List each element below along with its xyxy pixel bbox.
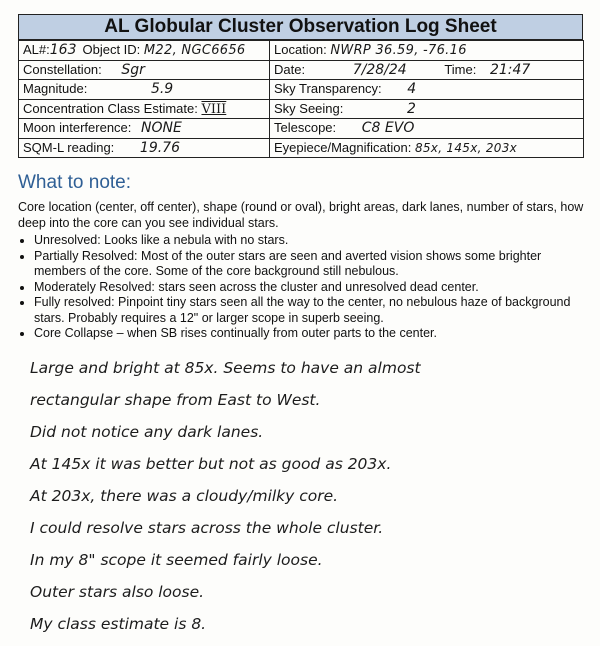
location-cell — [270, 41, 584, 61]
list-item: • Fully resolved: Pinpoint tiny stars seen all the way to the center, no nebulous haze of background stars. Probably requires a 12" or larger scope in superb seeing. — [34, 295, 588, 326]
moon-cell — [19, 119, 270, 139]
note-line: Outer stars also loose. — [30, 583, 205, 601]
location-label: Location: — [274, 42, 327, 58]
date-label: Date: — [274, 61, 306, 77]
eyepiece-cell — [270, 138, 584, 158]
table-row — [19, 119, 584, 139]
handwritten-notes — [30, 352, 595, 640]
concentration-cell — [19, 99, 270, 119]
time-value: 21:47 — [489, 61, 531, 78]
list-item: • Partially Resolved: Most of the outer stars are seen and averted vision shows some brighter members of the core. Some of the core background still nebulous. — [34, 249, 588, 280]
seeing-value: 2 — [407, 100, 416, 117]
sqm-value: 19.76 — [139, 139, 180, 156]
sqm-cell — [19, 138, 270, 158]
section-heading: What to note: — [18, 172, 132, 193]
instructions-intro: Core location (center, off center), shape (round or oval), bright areas, dark lanes, number of stars, how deep into the core can you see individual stars. — [18, 200, 584, 230]
page-title: AL Globular Cluster Observation Log Sheet — [18, 14, 583, 40]
sqm-label: SQM-L reading: — [23, 139, 115, 155]
telescope-value: C8 EVO — [361, 120, 415, 137]
date-time-cell — [270, 60, 584, 80]
telescope-cell — [270, 119, 584, 139]
magnitude-label: Magnitude: — [23, 81, 88, 97]
list-item: • Core Collapse – when SB rises continually from outer parts to the center. — [34, 326, 588, 342]
note-line: Did not notice any dark lanes. — [30, 423, 264, 441]
note-line: In my 8" scope it seemed fairly loose. — [30, 551, 323, 569]
al-label: AL#: — [23, 42, 50, 58]
seeing-cell — [270, 99, 584, 119]
date-value: 7/28/24 — [352, 61, 407, 78]
transparency-label: Sky Transparency: — [274, 81, 382, 97]
seeing-label: Sky Seeing: — [274, 100, 344, 116]
note-line: At 203x, there was a cloudy/milky core. — [30, 487, 339, 505]
object-label: Object ID: — [82, 42, 141, 58]
table-row — [19, 138, 584, 158]
magnitude-cell — [19, 80, 270, 100]
telescope-label: Telescope: — [274, 120, 337, 136]
concentration-label: Concentration Class Estimate: — [23, 100, 198, 116]
table-row — [19, 80, 584, 100]
log-table — [18, 40, 584, 158]
al-value: 163 — [49, 42, 77, 59]
magnitude-value: 5.9 — [150, 81, 174, 98]
note-line: My class estimate is 8. — [30, 615, 207, 633]
constellation-cell — [19, 60, 270, 80]
object-value: M22, NGC6656 — [143, 43, 246, 59]
table-row — [19, 60, 584, 80]
transparency-cell — [270, 80, 584, 100]
table-row — [19, 41, 584, 61]
eyepiece-value: 85x, 145x, 203x — [414, 141, 518, 156]
moon-label: Moon interference: — [23, 120, 132, 136]
table-row — [19, 99, 584, 119]
moon-value: NONE — [141, 120, 182, 137]
note-line: At 145x it was better but not as good as 203x. — [30, 455, 392, 473]
transparency-value: 4 — [407, 81, 417, 98]
constellation-value: Sgr — [121, 61, 145, 78]
eyepiece-label: Eyepiece/Magnification: — [274, 140, 412, 156]
concentration-value: VIII — [201, 101, 227, 117]
constellation-label: Constellation: — [23, 61, 102, 77]
list-item: • Unresolved: Looks like a nebula with no stars. — [34, 233, 588, 249]
location-value: NWRP 36.59, -76.16 — [330, 43, 467, 59]
time-label: Time: — [444, 61, 477, 77]
resolution-list — [18, 233, 588, 342]
list-item: • Moderately Resolved: stars seen across the cluster and unresolved dead center. — [34, 280, 588, 296]
note-line: Large and bright at 85x. Seems to have an almost — [30, 359, 421, 377]
note-line: rectangular shape from East to West. — [30, 391, 321, 409]
instructions — [18, 200, 588, 342]
note-line: I could resolve stars across the whole cluster. — [30, 519, 384, 537]
al-object-cell — [19, 41, 270, 61]
